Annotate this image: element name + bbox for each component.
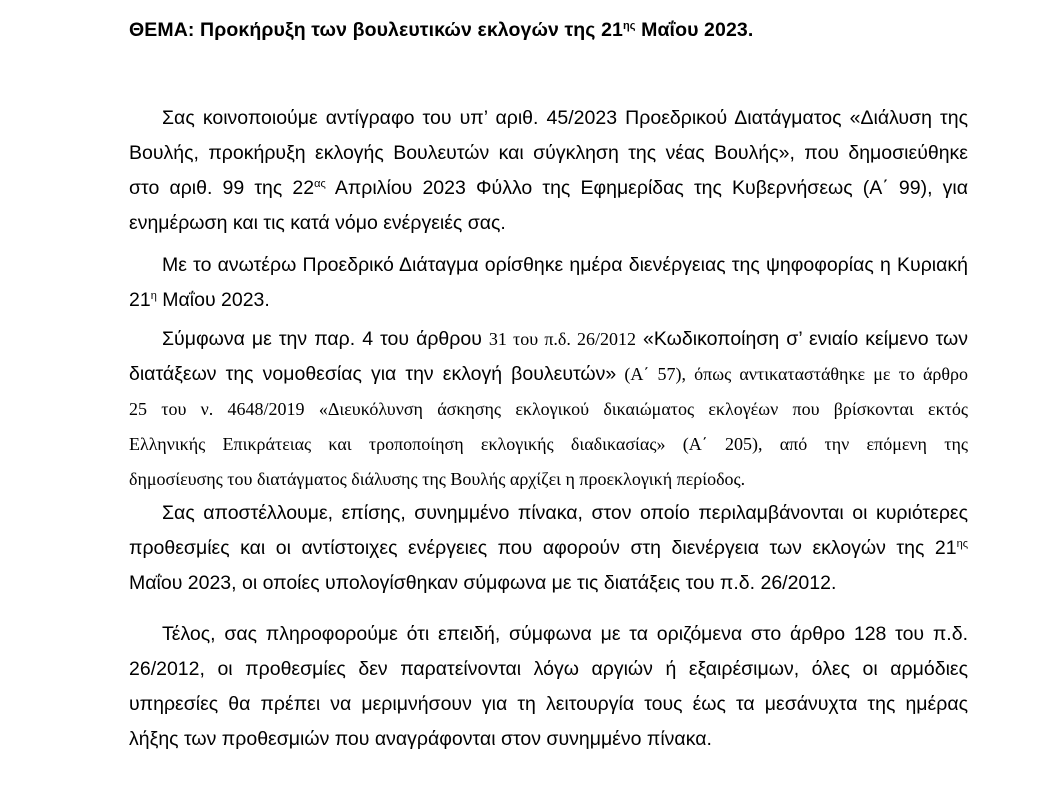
paragraph-2-line-2 — [129, 283, 968, 318]
paragraph-3-line-2 — [129, 357, 968, 392]
paragraph-3-line-2b: (Α΄ 57), όπως αντικαταστάθηκε με το άρθρο — [616, 364, 968, 384]
paragraph-1-line-1: Σας κοινοποιούμε αντίγραφο του υπ’ αριθ. 45/2023 Προεδρικού Διατάγματος «Διάλυση της — [162, 107, 968, 129]
paragraph-4-line-2a: προθεσμίες και οι αντίστοιχες ενέργειες που αφορούν στη διενέργεια των εκλογών της 21 — [129, 537, 957, 559]
paragraph-2-line-2b: Μαΐου 2023. — [156, 289, 270, 311]
paragraph-4-line-1: Σας αποστέλλουμε, επίσης, συνημμένο πίνακα, στον οποίο περιλαμβάνονται οι κυριότερες — [162, 502, 968, 524]
paragraph-3-line-2a: διατάξεων της νομοθεσίας για την εκλογή βουλευτών» — [129, 363, 617, 385]
paragraph-3-line-5: δημοσίευσης του διατάγματος διάλυσης της Βουλής αρχίζει η προεκλογική περίοδος. — [129, 469, 746, 489]
paragraph-1 — [129, 101, 968, 241]
subject-heading — [129, 19, 753, 42]
subject-suffix: Μαΐου 2023. — [635, 19, 754, 41]
paragraph-5 — [129, 617, 968, 757]
paragraph-2 — [129, 248, 968, 318]
paragraph-5-line-3: υπηρεσίες θα πρέπει να μεριμνήσουν για τη λειτουργία τους έως τα μεσάνυχτα της ημέρας — [129, 693, 968, 715]
paragraph-3 — [129, 322, 968, 497]
subject-prefix: ΘΕΜΑ: Προκήρυξη των βουλευτικών εκλογών της 21 — [129, 19, 623, 41]
paragraph-3-line-1c: «Κωδικοποίηση σ’ ενιαίο κείμενο των — [636, 328, 968, 350]
paragraph-1-line-3a: στο αριθ. 99 της 22 — [129, 177, 315, 199]
paragraph-4-line-3: Μαΐου 2023, οι οποίες υπολογίσθηκαν σύμφωνα με τις διατάξεις του π.δ. 26/2012. — [129, 572, 837, 594]
paragraph-2-superscript: η — [150, 290, 157, 302]
paragraph-1-line-3b: Απριλίου 2023 Φύλλο της Εφημερίδας της Κυβερνήσεως (Α΄ 99), για — [325, 177, 968, 199]
paragraph-4 — [129, 496, 968, 601]
paragraph-3-line-1 — [129, 322, 968, 357]
paragraph-3-line-1a: Σύμφωνα με την παρ. 4 του άρθρου — [162, 328, 489, 350]
paragraph-1-line-4: ενημέρωση και τις κατά νόμο ενέργειές σας. — [129, 212, 506, 234]
paragraph-5-line-2: 26/2012, οι προθεσμίες δεν παρατείνονται λόγω αργιών ή εξαιρέσιμων, όλες οι αρμόδιες — [129, 658, 968, 680]
paragraph-4-line-2 — [129, 531, 968, 566]
paragraph-1-line-3 — [129, 171, 968, 206]
paragraph-1-line-2: Βουλής, προκήρυξη εκλογής Βουλευτών και σύγκληση της νέας Βουλής», που δημοσιεύθηκε — [129, 142, 968, 164]
subject-superscript: ης — [622, 20, 636, 32]
paragraph-3-line-1b: 31 του π.δ. 26/2012 — [488, 329, 637, 349]
paragraph-2-line-1: Με το ανωτέρω Προεδρικό Διάταγμα ορίσθηκε ημέρα διενέργειας της ψηφοφορίας η Κυριακή — [162, 254, 968, 276]
paragraph-3-line-3: 25 του ν. 4648/2019 «Διευκόλυνση άσκησης εκλογικού δικαιώματος εκλογέων που βρίσκονται εκτός — [129, 399, 968, 419]
paragraph-5-line-4: λήξης των προθεσμιών που αναγράφονται στον συνημμένο πίνακα. — [129, 728, 712, 750]
paragraph-5-line-1: Τέλος, σας πληροφορούμε ότι επειδή, σύμφωνα με τα οριζόμενα στο άρθρο 128 του π.δ. — [162, 623, 968, 645]
paragraph-4-superscript: ης — [956, 538, 968, 550]
paragraph-1-superscript: ας — [314, 178, 326, 190]
paragraph-2-line-2a: 21 — [129, 289, 151, 311]
paragraph-3-line-4: Ελληνικής Επικράτειας και τροποποίηση εκλογικής διαδικασίας» (Α΄ 205), από την επόμενη της — [129, 434, 968, 454]
